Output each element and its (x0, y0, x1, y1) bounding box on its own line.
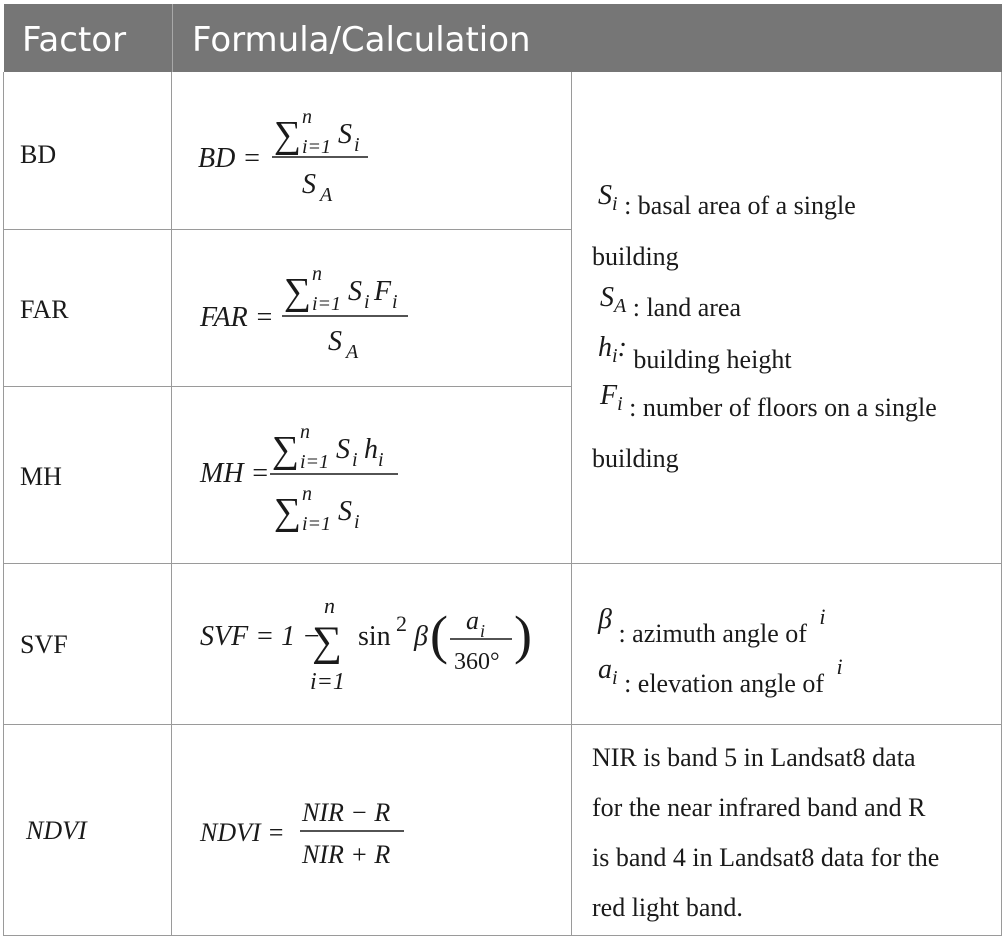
desc-fi: $F_i$ : number of floors on a single (600, 380, 937, 422)
factor-svf: SVF (20, 630, 68, 659)
table-header (4, 4, 1002, 72)
mh-term: S (336, 434, 350, 465)
svf-fnumsub: i (480, 621, 486, 641)
mh-term2: h (364, 434, 378, 465)
svf-beta: β (414, 621, 428, 652)
row-divider-1 (3, 229, 572, 230)
mh-densub: i (354, 511, 360, 533)
svg-text:∑: ∑ (272, 429, 300, 471)
mh-densup: n (302, 483, 312, 505)
mh-sup: n (300, 421, 310, 443)
svg-text:(: ( (430, 605, 448, 665)
svf-lhs: SVF = 1 − (200, 621, 321, 652)
bd-sub: i=1 (302, 136, 332, 158)
row-divider-3 (3, 563, 1002, 564)
border-right (1001, 72, 1002, 936)
formula-far (190, 250, 560, 370)
mh-term2sub: i (378, 449, 384, 471)
svf-fden: 360° (454, 649, 500, 675)
desc-sa: $S_A$ : land area (600, 282, 741, 322)
ndvi-den: NIR + R (302, 840, 391, 869)
desc-ndvi-line-2: for the near infrared band and R (592, 793, 926, 822)
ndvi-lhs: NDVI = (200, 818, 285, 847)
far-den: S (328, 326, 342, 357)
desc-fi-cont: building (592, 444, 679, 473)
far-termsub: i (364, 291, 370, 313)
border-bottom (3, 935, 1002, 936)
svg-text:∑: ∑ (274, 491, 302, 533)
mh-den: S (338, 496, 352, 527)
factor-mh: MH (20, 462, 62, 491)
far-term: S (348, 276, 362, 307)
svf-pow: 2 (396, 611, 407, 636)
row-divider-4 (3, 724, 1002, 725)
desc-ndvi-line-4: red light band. (592, 893, 743, 922)
far-term2sub: i (392, 291, 398, 313)
mh-densubsum: i=1 (302, 513, 332, 535)
bd-term: S (338, 119, 352, 150)
far-sup: n (312, 263, 322, 285)
desc-ndvi-line-3: is band 4 in Landsat8 data for the (592, 843, 940, 872)
header-formula: Formula/Calculation (192, 20, 531, 60)
border-left (3, 72, 4, 936)
desc-si-cont: building (592, 242, 679, 271)
svf-fnum: a (466, 606, 479, 635)
svf-sub: i=1 (310, 669, 345, 695)
header-divider (172, 4, 173, 72)
desc-ndvi-line-1: NIR is band 5 in Landsat8 data (592, 743, 916, 772)
svf-sin: sin (358, 621, 391, 652)
bd-lhs: BD = (198, 143, 262, 174)
svg-text:∑: ∑ (284, 271, 312, 313)
formula-bd (190, 95, 560, 215)
desc-si: $S_i$ : basal area of a single (598, 180, 856, 220)
factor-bd: BD (20, 140, 57, 169)
formula-mh (190, 410, 560, 550)
bd-sup: n (302, 106, 312, 128)
bd-termsub: i (354, 134, 360, 156)
header-factor: Factor (22, 20, 127, 60)
row-divider-2 (3, 386, 572, 387)
desc-ai: $a_i$ : elevation angle of i (598, 654, 843, 698)
bd-sigma: ∑ (274, 114, 302, 156)
formula-ndvi (190, 785, 560, 885)
svg-text:): ) (514, 605, 532, 665)
bd-densub: A (320, 184, 333, 206)
svf-sigma: ∑ (312, 619, 342, 665)
column-divider-2 (571, 72, 572, 936)
desc-hi: $h_i$: building height (598, 332, 792, 374)
mh-sub: i=1 (300, 451, 330, 473)
far-densub: A (346, 341, 359, 363)
formula-svf (190, 585, 560, 705)
mh-termsub: i (352, 449, 358, 471)
mh-lhs: MH = (200, 458, 270, 489)
far-term2: F (374, 276, 392, 307)
factor-far: FAR (20, 295, 69, 324)
far-sub: i=1 (312, 293, 342, 315)
ndvi-num: NIR − R (302, 798, 391, 827)
desc-beta: β : azimuth angle of i (598, 604, 826, 648)
svf-sup: n (324, 593, 335, 618)
factor-ndvi: NDVI (26, 816, 87, 845)
column-divider-1 (171, 72, 172, 936)
far-lhs: FAR = (200, 302, 274, 333)
bd-den: S (302, 169, 316, 200)
